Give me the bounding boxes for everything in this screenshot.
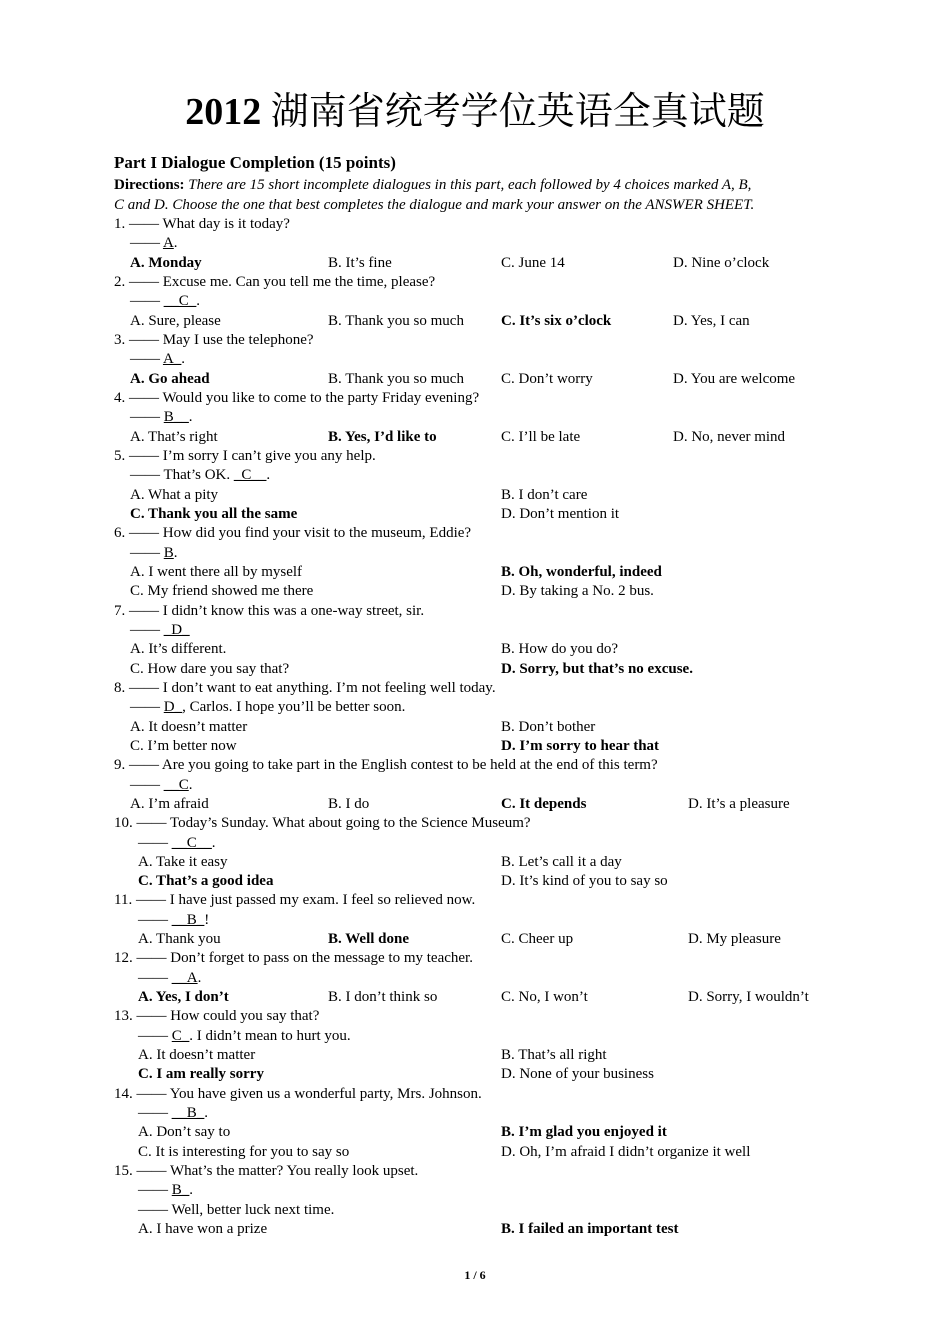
reply-text: —— Well, better luck next time. <box>138 1201 335 1218</box>
answer-line <box>130 698 405 717</box>
answer-suffix: ! <box>204 911 210 928</box>
answer-suffix: . I didn’t mean to hurt you. <box>189 1027 351 1044</box>
answer-suffix: . <box>173 544 178 561</box>
option-d: D. By taking a No. 2 bus. <box>501 583 654 600</box>
question-text: 11. —— I have just passed my exam. I feel so relieved now. <box>114 892 476 909</box>
option-d: D. Sorry, but that’s no excuse. <box>501 660 693 677</box>
option-d: D. No, never mind <box>673 428 786 445</box>
option-b: B. I’m glad you enjoyed it <box>501 1124 667 1141</box>
answer-key: __A <box>171 969 198 986</box>
option-b: B. That’s all right <box>501 1047 607 1064</box>
option-d: D. None of your business <box>501 1066 654 1083</box>
question-text: 5. —— I’m sorry I can’t give you any help. <box>114 447 376 464</box>
option-d: D. You are welcome <box>673 370 796 387</box>
answer-prefix: —— That’s OK. <box>130 467 234 484</box>
option-b: B. How do you do? <box>501 641 619 658</box>
answer-suffix: . <box>188 409 193 426</box>
answer-row <box>0 1181 950 1200</box>
answer-suffix: , Carlos. I hope you’ll be better soon. <box>182 699 406 716</box>
answer-prefix: —— <box>138 1182 172 1199</box>
option-b: B. Don’t bother <box>501 718 596 735</box>
answer-line <box>130 466 270 485</box>
option-row <box>0 1220 950 1239</box>
answer-line <box>130 408 193 427</box>
answer-key: C_ <box>171 1027 190 1044</box>
option-c: C. No, I won’t <box>501 989 588 1006</box>
answer-line <box>130 621 190 640</box>
question-text: 6. —— How did you find your visit to the museum, Eddie? <box>114 525 472 542</box>
answer-key: __B_ <box>171 911 205 928</box>
option-b: B. Let’s call it a day <box>501 853 622 870</box>
answer-prefix: —— <box>138 911 172 928</box>
option-a: A. Go ahead <box>130 370 210 387</box>
answer-line <box>138 834 216 853</box>
answer-prefix: —— <box>130 699 164 716</box>
question-row <box>0 215 950 234</box>
question-text: 13. —— How could you say that? <box>114 1008 320 1025</box>
option-row <box>0 428 950 447</box>
question-row <box>0 389 950 408</box>
answer-row <box>0 466 950 485</box>
answer-line <box>138 1027 351 1046</box>
option-row <box>0 505 950 524</box>
answer-key: __C__ <box>171 834 212 851</box>
answer-suffix: . <box>266 467 271 484</box>
answer-row <box>0 834 950 853</box>
option-a: A. Yes, I don’t <box>138 989 229 1006</box>
answer-row <box>0 621 950 640</box>
option-row <box>0 737 950 756</box>
answer-line <box>130 350 185 369</box>
answer-line <box>138 1104 208 1123</box>
answer-key: _D_ <box>163 621 190 638</box>
answer-prefix: —— <box>130 621 164 638</box>
answer-prefix: —— <box>138 1105 172 1122</box>
option-d: D. Don’t mention it <box>501 505 620 522</box>
question-text: 8. —— I don’t want to eat anything. I’m not feeling well today. <box>114 679 496 696</box>
title-year: 2012 <box>185 91 262 133</box>
option-d: D. Yes, I can <box>673 312 750 329</box>
option-b: B. Yes, I’d like to <box>328 428 437 445</box>
answer-line <box>130 776 193 795</box>
answer-prefix: —— <box>130 544 164 561</box>
answer-row <box>0 234 950 253</box>
option-a: A. I’m afraid <box>130 795 209 812</box>
question-row <box>0 524 950 543</box>
option-b: B. Thank you so much <box>328 312 464 329</box>
option-row <box>0 872 950 891</box>
option-d: D. It’s a pleasure <box>688 795 790 812</box>
answer-suffix: . <box>204 1105 209 1122</box>
option-row <box>0 988 950 1007</box>
answer-prefix: —— <box>130 776 164 793</box>
option-a: A. Don’t say to <box>138 1124 231 1141</box>
option-a: A. I have won a prize <box>138 1221 268 1238</box>
question-text: 3. —— May I use the telephone? <box>114 331 314 348</box>
option-row <box>0 1143 950 1162</box>
directions-line-2: C and D. Choose the one that best completes the dialogue and mark your answer on the ANSWER SHEET. <box>114 196 755 213</box>
reply-row <box>0 1201 950 1220</box>
question-row <box>0 447 950 466</box>
question-row <box>0 1162 950 1181</box>
answer-row <box>0 969 950 988</box>
answer-prefix: —— <box>130 235 163 252</box>
question-text: 12. —— Don’t forget to pass on the message to my teacher. <box>114 950 473 967</box>
option-b: B. Thank you so much <box>328 370 464 387</box>
answer-suffix: . <box>197 969 202 986</box>
option-b: B. I failed an important test <box>501 1221 679 1238</box>
option-row <box>0 930 950 949</box>
option-b: B. I don’t care <box>501 486 588 503</box>
page-number: 1 / 6 <box>464 1268 486 1282</box>
question-text: 15. —— What’s the matter? You really look upset. <box>114 1163 419 1180</box>
option-c: C. June 14 <box>501 254 565 271</box>
option-d: D. Oh, I’m afraid I didn’t organize it well <box>501 1143 751 1160</box>
answer-key: __C <box>163 776 189 793</box>
option-row <box>0 582 950 601</box>
option-a: A. Sure, please <box>130 312 221 329</box>
option-c: C. I am really sorry <box>138 1066 264 1083</box>
answer-key: A <box>162 235 174 252</box>
question-text: 14. —— You have given us a wonderful party, Mrs. Johnson. <box>114 1085 482 1102</box>
title-text: 湖南省统考学位英语全真试题 <box>261 91 765 133</box>
question-text: 7. —— I didn’t know this was a one-way street, sir. <box>114 602 425 619</box>
option-row <box>0 370 950 389</box>
option-c: C. Cheer up <box>501 931 574 948</box>
answer-key: _C__ <box>233 467 267 484</box>
answer-line <box>130 234 178 253</box>
option-row <box>0 312 950 331</box>
question-row <box>0 756 950 775</box>
answer-prefix: —— <box>130 293 164 310</box>
answer-line <box>138 911 209 930</box>
question-row <box>0 814 950 833</box>
option-row <box>0 563 950 582</box>
answer-row <box>0 544 950 563</box>
option-c: C. That’s a good idea <box>138 873 274 890</box>
option-d: D. I’m sorry to hear that <box>501 737 660 754</box>
question-row <box>0 1007 950 1026</box>
answer-prefix: —— <box>138 1027 172 1044</box>
answer-prefix: —— <box>138 834 172 851</box>
answer-row <box>0 776 950 795</box>
question-list <box>0 215 950 1239</box>
question-row <box>0 602 950 621</box>
option-row <box>0 1123 950 1142</box>
option-row <box>0 718 950 737</box>
answer-row <box>0 292 950 311</box>
option-a: A. Take it easy <box>138 853 228 870</box>
directions-label: Directions: <box>114 177 185 193</box>
question-text: 2. —— Excuse me. Can you tell me the time, please? <box>114 273 436 290</box>
option-c: C. My friend showed me there <box>130 583 314 600</box>
option-a: A. Monday <box>130 254 202 271</box>
question-row <box>0 1085 950 1104</box>
answer-key: D_ <box>163 699 183 716</box>
option-row <box>0 640 950 659</box>
option-c: C. How dare you say that? <box>130 660 290 677</box>
option-row <box>0 1065 950 1084</box>
page-title <box>0 86 950 138</box>
option-d: D. Nine o’clock <box>673 254 770 271</box>
option-a: A. It doesn’t matter <box>138 1047 256 1064</box>
answer-row <box>0 1027 950 1046</box>
answer-prefix: —— <box>138 969 172 986</box>
answer-line <box>130 292 200 311</box>
option-c: C. It’s six o’clock <box>501 312 612 329</box>
option-c: C. I’ll be late <box>501 428 581 445</box>
option-d: D. It’s kind of you to say so <box>501 873 668 890</box>
option-c: C. It is interesting for you to say so <box>138 1143 350 1160</box>
answer-suffix: . <box>181 351 186 368</box>
option-c: C. It depends <box>501 795 587 812</box>
answer-suffix: . <box>188 776 193 793</box>
option-row <box>0 1046 950 1065</box>
question-row <box>0 891 950 910</box>
answer-row <box>0 698 950 717</box>
question-text: 1. —— What day is it today? <box>114 216 290 232</box>
answer-key: B__ <box>163 409 189 426</box>
option-row <box>0 660 950 679</box>
option-row <box>0 254 950 273</box>
answer-key: B <box>163 544 174 561</box>
answer-key: __C_ <box>163 293 197 310</box>
option-b: B. Oh, wonderful, indeed <box>501 563 662 580</box>
option-row <box>0 853 950 872</box>
option-d: D. Sorry, I wouldn’t <box>688 989 809 1006</box>
answer-row <box>0 1104 950 1123</box>
option-c: C. I’m better now <box>130 737 237 754</box>
option-row <box>0 795 950 814</box>
answer-suffix: . <box>189 1182 194 1199</box>
option-b: B. I do <box>328 795 370 812</box>
question-row <box>0 949 950 968</box>
option-c: C. Don’t worry <box>501 370 593 387</box>
answer-line <box>138 1181 193 1200</box>
option-a: A. That’s right <box>130 428 218 445</box>
option-a: A. What a pity <box>130 486 219 503</box>
question-row <box>0 679 950 698</box>
option-b: B. I don’t think so <box>328 989 438 1006</box>
question-text: 10. —— Today’s Sunday. What about going to the Science Museum? <box>114 815 531 832</box>
option-d: D. My pleasure <box>688 931 781 948</box>
option-a: A. I went there all by myself <box>130 563 303 580</box>
option-b: B. It’s fine <box>328 254 392 271</box>
answer-prefix: —— <box>130 409 164 426</box>
question-text: 4. —— Would you like to come to the party Friday evening? <box>114 389 480 406</box>
answer-suffix: . <box>196 293 201 310</box>
directions-line-1: Directions: There are 15 short incomplete dialogues in this part, each followed by 4 choices marked A, B, <box>114 177 752 193</box>
question-row <box>0 331 950 350</box>
answer-key: A_ <box>162 351 182 368</box>
answer-key: __B_ <box>171 1105 205 1122</box>
answer-suffix: . <box>211 834 216 851</box>
option-a: A. It doesn’t matter <box>130 718 248 735</box>
question-row <box>0 273 950 292</box>
answer-suffix: . <box>173 235 178 252</box>
part-heading: Part I Dialogue Completion (15 points) <box>114 153 396 172</box>
answer-row <box>0 911 950 930</box>
answer-row <box>0 408 950 427</box>
option-c: C. Thank you all the same <box>130 505 298 522</box>
option-row <box>0 486 950 505</box>
option-a: A. Thank you <box>138 931 221 948</box>
option-a: A. It’s different. <box>130 641 227 658</box>
answer-row <box>0 350 950 369</box>
option-b: B. Well done <box>328 931 409 948</box>
answer-prefix: —— <box>130 351 163 368</box>
answer-line <box>130 544 178 563</box>
answer-key: B_ <box>171 1182 190 1199</box>
question-text: 9. —— Are you going to take part in the English contest to be held at the end of this term? <box>114 757 658 774</box>
answer-line <box>138 969 201 988</box>
